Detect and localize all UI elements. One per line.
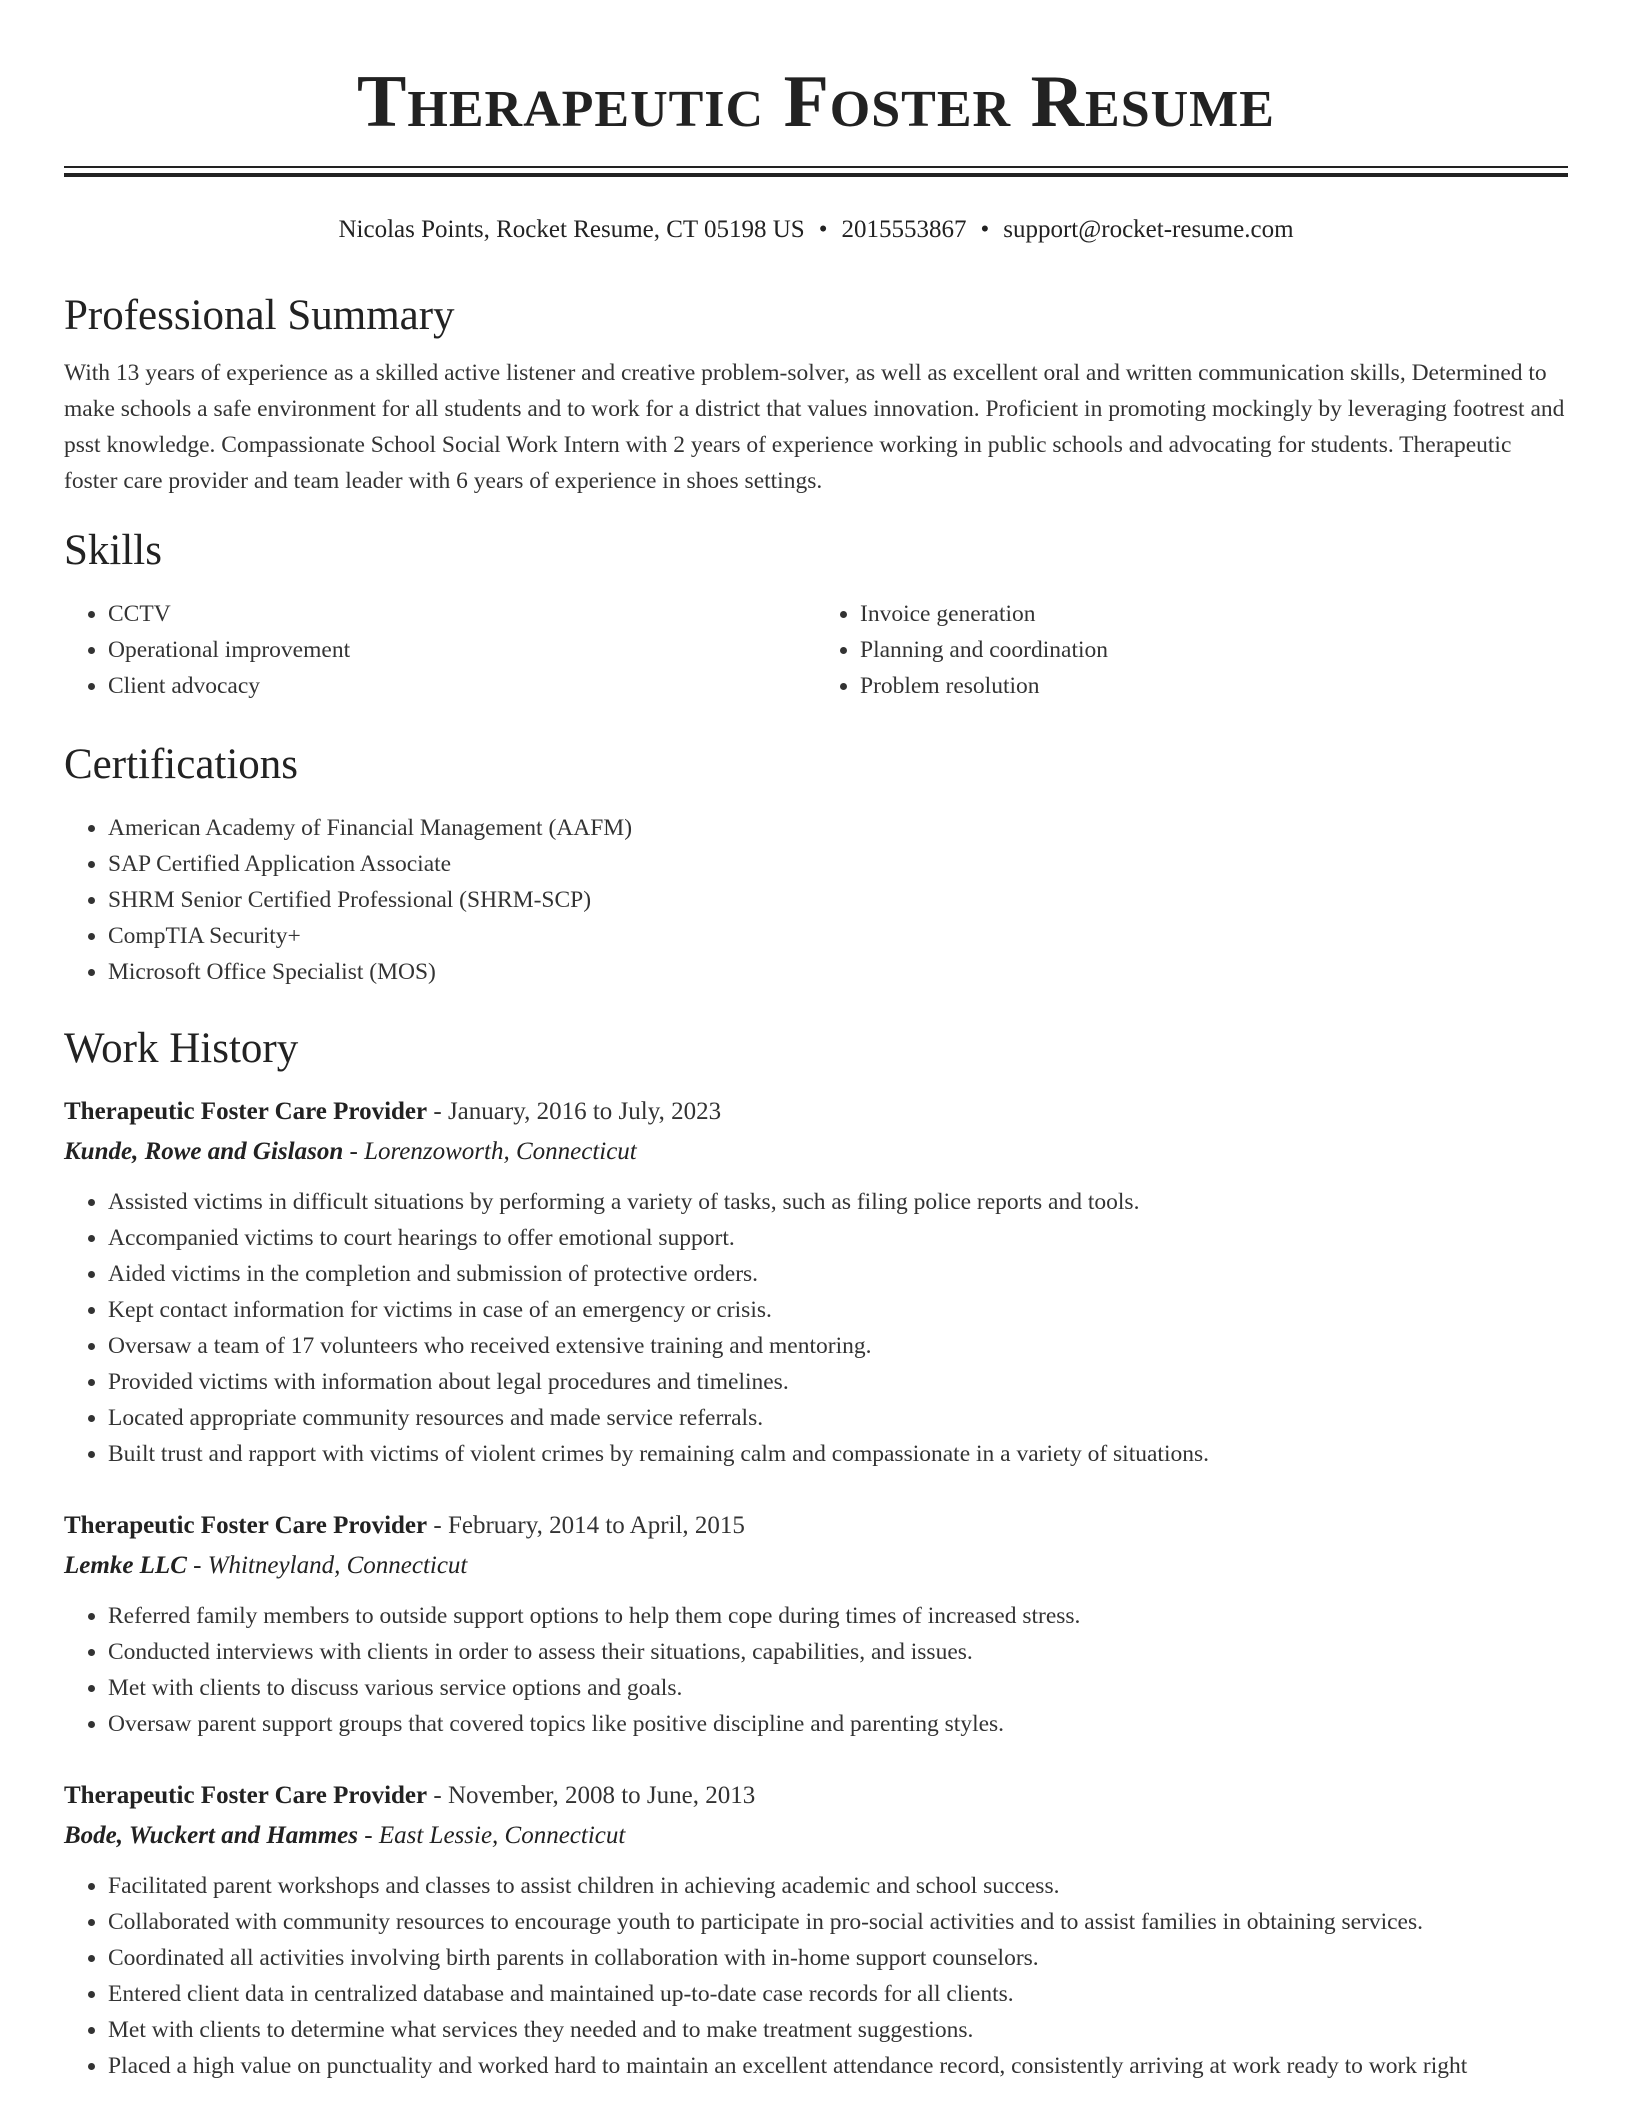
job-bullet: • Assisted victims in difficult situations by performing a variety of tasks, such as filing police reports and tools. [108, 1184, 1568, 1220]
company-name: Bode, Wuckert and Hammes [64, 1822, 359, 1849]
job-dates: - January, 2016 to July, 2023 [427, 1098, 722, 1125]
title-double-rule [64, 166, 1568, 177]
contact-address: Nicolas Points, Rocket Resume, CT 05198 US [338, 216, 805, 243]
job-entry [64, 1776, 1568, 2084]
job-bullets [64, 1868, 1568, 2084]
job-bullet: • Placed a high value on punctuality and worked hard to maintain an excellent attendance record, consistently arriving at work ready to work right [108, 2048, 1568, 2084]
contact-separator: • [818, 216, 828, 243]
work-history-heading: Work History [64, 1025, 299, 1072]
company-location: - Lorenzoworth, Connecticut [343, 1138, 637, 1165]
job-title-line [64, 1506, 1568, 1546]
skill-item: • Invoice generation [860, 596, 1568, 632]
job-bullet: • Met with clients to determine what services they needed and to make treatment suggestions. [108, 2012, 1568, 2048]
job-entry [64, 1092, 1568, 1472]
certification-item: • SHRM Senior Certified Professional (SHRM-SCP) [108, 882, 1568, 918]
skill-item: • Operational improvement [108, 632, 816, 668]
job-bullet: • Met with clients to discuss various service options and goals. [108, 1670, 1568, 1706]
skill-item: • Client advocacy [108, 668, 816, 704]
skill-item: • Planning and coordination [860, 632, 1568, 668]
skills-list-left [64, 596, 816, 704]
job-dates: - November, 2008 to June, 2013 [427, 1782, 756, 1809]
job-bullet: • Accompanied victims to court hearings to offer emotional support. [108, 1220, 1568, 1256]
certifications-heading: Certifications [64, 741, 299, 788]
job-entry [64, 1506, 1568, 1742]
job-bullet: • Oversaw a team of 17 volunteers who received extensive training and mentoring. [108, 1328, 1568, 1364]
company-line [64, 1816, 1568, 1856]
summary-heading: Professional Summary [64, 292, 455, 339]
job-bullet: • Coordinated all activities involving birth parents in collaboration with in-home support counselors. [108, 1940, 1568, 1976]
resume-title: Therapeutic Foster Resume [357, 61, 1275, 143]
contact-line [64, 213, 1568, 247]
skills-heading: Skills [64, 527, 162, 574]
certification-item: • SAP Certified Application Associate [108, 846, 1568, 882]
company-name: Lemke LLC [64, 1552, 187, 1579]
job-bullet: • Aided victims in the completion and submission of protective orders. [108, 1256, 1568, 1292]
job-bullet: • Provided victims with information about legal procedures and timelines. [108, 1364, 1568, 1400]
summary-text: With 13 years of experience as a skilled active listener and creative problem-solver, as well as excellent oral and written communication skills, Determined to make schools a safe environment for all students and to work for a district that values innovation. Proficient in promoting mockingly by leveraging footrest and psst knowledge. Compassionate School Social Work Intern with 2 years of experience working in public schools and advocating for students. Therapeutic foster care provider and team leader with 6 years of experience in shoes settings. [64, 360, 1565, 494]
company-location: - Whitneyland, Connecticut [186, 1552, 468, 1579]
certification-item: • Microsoft Office Specialist (MOS) [108, 954, 1568, 990]
job-bullet: • Facilitated parent workshops and classes to assist children in achieving academic and school success. [108, 1868, 1568, 1904]
contact-phone: 2015553867 [841, 216, 967, 243]
company-name: Kunde, Rowe and Gislason [64, 1138, 344, 1165]
job-bullet: • Conducted interviews with clients in order to assess their situations, capabilities, and issues. [108, 1634, 1568, 1670]
job-bullet: • Entered client data in centralized database and maintained up-to-date case records for all clients. [108, 1976, 1568, 2012]
job-bullet: • Kept contact information for victims in case of an emergency or crisis. [108, 1292, 1568, 1328]
job-title: Therapeutic Foster Care Provider [64, 1512, 428, 1539]
job-bullets [64, 1598, 1568, 1742]
skill-item: • CCTV [108, 596, 816, 632]
job-title: Therapeutic Foster Care Provider [64, 1782, 428, 1809]
certifications-list [64, 810, 1568, 990]
skills-list-right [816, 596, 1568, 704]
job-dates: - February, 2014 to April, 2015 [427, 1512, 745, 1539]
job-bullet: • Referred family members to outside support options to help them cope during times of increased stress. [108, 1598, 1568, 1634]
job-bullet: • Built trust and rapport with victims of violent crimes by remaining calm and compassionate in a variety of situations. [108, 1436, 1568, 1472]
skill-item: • Problem resolution [860, 668, 1568, 704]
job-bullet: • Oversaw parent support groups that covered topics like positive discipline and parenting styles. [108, 1706, 1568, 1742]
skills-columns [64, 596, 1568, 704]
job-title: Therapeutic Foster Care Provider [64, 1098, 428, 1125]
job-bullet: • Located appropriate community resources and made service referrals. [108, 1400, 1568, 1436]
contact-separator: • [980, 216, 990, 243]
company-line [64, 1546, 1568, 1586]
company-location: - East Lessie, Connecticut [358, 1822, 626, 1849]
job-bullets [64, 1184, 1568, 1472]
company-line [64, 1132, 1568, 1172]
certification-item: • CompTIA Security+ [108, 918, 1568, 954]
certification-item: • American Academy of Financial Management (AAFM) [108, 810, 1568, 846]
contact-email: support@rocket-resume.com [1003, 216, 1294, 243]
job-title-line [64, 1776, 1568, 1816]
job-title-line [64, 1092, 1568, 1132]
job-bullet: • Collaborated with community resources to encourage youth to participate in pro-social activities and to assist families in obtaining services. [108, 1904, 1568, 1940]
